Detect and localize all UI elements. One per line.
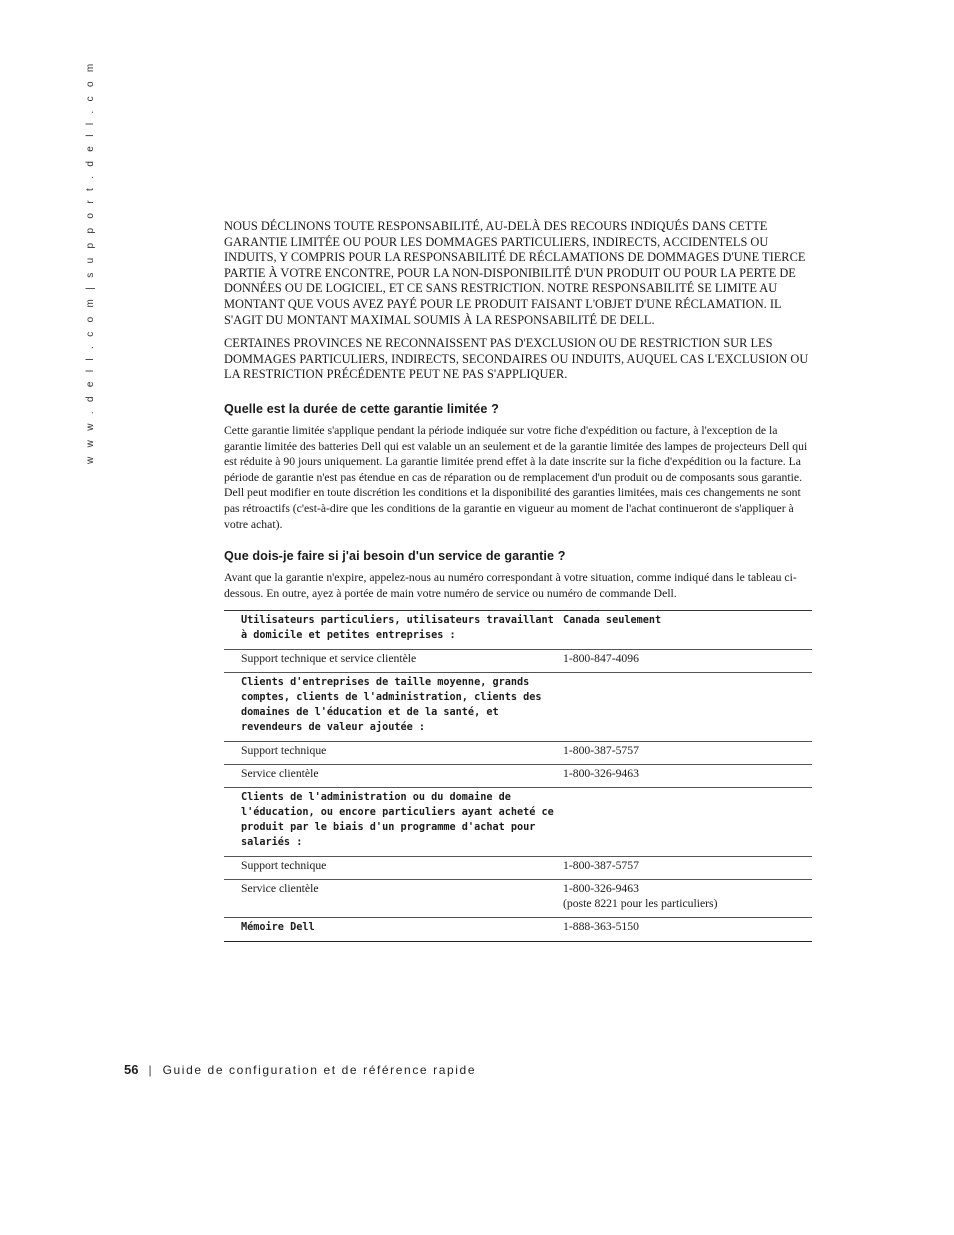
table-cell-label <box>224 611 563 650</box>
table-row <box>224 788 812 857</box>
table-cell-value <box>563 857 812 880</box>
cell-text: Support technique et service clientèle <box>241 652 417 666</box>
table-row <box>224 765 812 788</box>
phone-number: 1-800-387-5757 <box>563 744 639 758</box>
side-url: w w w . d e l l . c o m | s u p p o r t . d e l l . c o m <box>85 60 96 464</box>
table-row <box>224 650 812 673</box>
table-cell-value <box>563 611 812 650</box>
disclaimer-paragraph-2: CERTAINES PROVINCES NE RECONNAISSENT PAS D'EXCLUSION OU DE RESTRICTION SUR LES DOMMAGES PARTICULIERS, INDIRECTS, SECONDAIRES OU INDUITS, AUQUEL CAS L'EXCLUSION OU LA RESTRICTION PRÉCÉDENTE PEUT NE PAS S'APPLIQUER. <box>224 336 809 382</box>
cell-text: Support technique <box>241 859 327 873</box>
table-cell-label <box>224 765 563 788</box>
table-cell-value <box>563 673 812 742</box>
table-cell-label <box>224 918 563 942</box>
contact-table <box>224 610 812 942</box>
table-cell-value <box>563 788 812 857</box>
cell-header-text: Utilisateurs particuliers, utilisateurs travaillant à domicile et petites entreprises : <box>241 615 554 642</box>
table-row <box>224 918 812 942</box>
cell-header-text: Mémoire Dell <box>241 922 315 934</box>
cell-header-text <box>563 673 812 681</box>
phone-number: 1-888-363-5150 <box>563 920 639 934</box>
table-row <box>224 742 812 765</box>
disclaimer-paragraph-1: NOUS DÉCLINONS TOUTE RESPONSABILITÉ, AU-DELÀ DES RECOURS INDIQUÉS DANS CETTE GARANTIE LIMITÉE OU POUR LES DOMMAGES PARTICULIERS, INDIRECTS, ACCIDENTELS OU INDUITS, Y COMPRIS POUR LA RESPONSABILITÉ DE RÉCLAMATIONS DE DOMMAGES D'UNE TIERCE PARTIE À VOTRE ENCONTRE, POUR LA NON-DISPONIBILITÉ D'UN PRODUIT OU POUR LA PERTE DE DONNÉES OU DE LOGICIEL, ET CE SANS RESTRICTION. NOTRE RESPONSABILITÉ SE LIMITE AU MONTANT QUE VOUS AVEZ PAYÉ POUR LE PRODUIT FAISANT L'OBJET D'UNE RÉCLAMATION. IL S'AGIT DU MONTANT MAXIMAL SOUMIS À LA RESPONSABILITÉ DE DELL. <box>224 219 806 327</box>
table-cell-label <box>224 742 563 765</box>
table-row <box>224 673 812 742</box>
table-cell-value <box>563 880 812 918</box>
phone-number: 1-800-387-5757 <box>563 859 639 873</box>
footer-separator: | <box>148 1063 152 1077</box>
cell-header-text <box>563 788 812 796</box>
table-row <box>224 880 812 918</box>
phone-number: 1-800-326-9463 <box>563 882 639 896</box>
duration-body: Cette garantie limitée s'applique pendant la période indiquée sur votre fiche d'expédition ou facture, à l'exception de la garantie limitée des batteries Dell qui est valable un an seulement et de la garantie limitée des lampes de projecteurs Dell qui est réduite à 90 jours uniquement. La garantie limitée prend effet à la date inscrite sur la fiche d'expédition ou la facture. La période de garantie n'est pas étendue en cas de réparation ou de remplacement d'un produit ou de composants sous garantie. Dell peut modifier en toute discrétion les conditions et la disponibilité des garanties limitées, mais ces changements ne sont pas rétroactifs (c'est-à-dire que les conditions de la garantie en vigueur au moment de l'achat continueront de s'appliquer à votre achat). <box>224 423 808 531</box>
heading-duration: Quelle est la durée de cette garantie limitée ? <box>224 401 499 416</box>
page-footer <box>124 1062 476 1077</box>
phone-number: 1-800-847-4096 <box>563 652 639 666</box>
table-cell-value <box>563 742 812 765</box>
table-cell-label <box>224 673 563 742</box>
table-cell-label <box>224 880 563 918</box>
phone-note: (poste 8221 pour les particuliers) <box>563 897 718 911</box>
heading-service: Que dois-je faire si j'ai besoin d'un service de garantie ? <box>224 549 566 564</box>
service-body: Avant que la garantie n'expire, appelez-nous au numéro correspondant à votre situation, comme indiqué dans le tableau ci-dessous. En outre, ayez à portée de main votre numéro de service ou numéro de commande Dell. <box>224 571 797 600</box>
table-cell-value <box>563 765 812 788</box>
table-row <box>224 611 812 650</box>
phone-number: 1-800-326-9463 <box>563 767 639 781</box>
cell-header-text: Clients de l'administration ou du domaine de l'éducation, ou encore particuliers ayant acheté ce produit par le biais d'un programme d'achat pour salariés : <box>241 792 554 849</box>
page-number: 56 <box>124 1062 139 1077</box>
table-row <box>224 857 812 880</box>
main-content <box>224 219 814 942</box>
table-cell-label <box>224 788 563 857</box>
table-cell-label <box>224 857 563 880</box>
cell-text: Service clientèle <box>241 767 319 781</box>
cell-text: Service clientèle <box>241 882 319 896</box>
cell-text: Support technique <box>241 744 327 758</box>
table-cell-value <box>563 650 812 673</box>
table-cell-label <box>224 650 563 673</box>
table-cell-value <box>563 918 812 942</box>
cell-header-text: Clients d'entreprises de taille moyenne, grands comptes, clients de l'administration, clients des domaines de l'éducation et de la santé, et revendeurs de valeur ajoutée : <box>241 677 542 734</box>
cell-header-text: Canada seulement <box>563 615 662 627</box>
footer-title: Guide de configuration et de référence rapide <box>162 1063 477 1077</box>
